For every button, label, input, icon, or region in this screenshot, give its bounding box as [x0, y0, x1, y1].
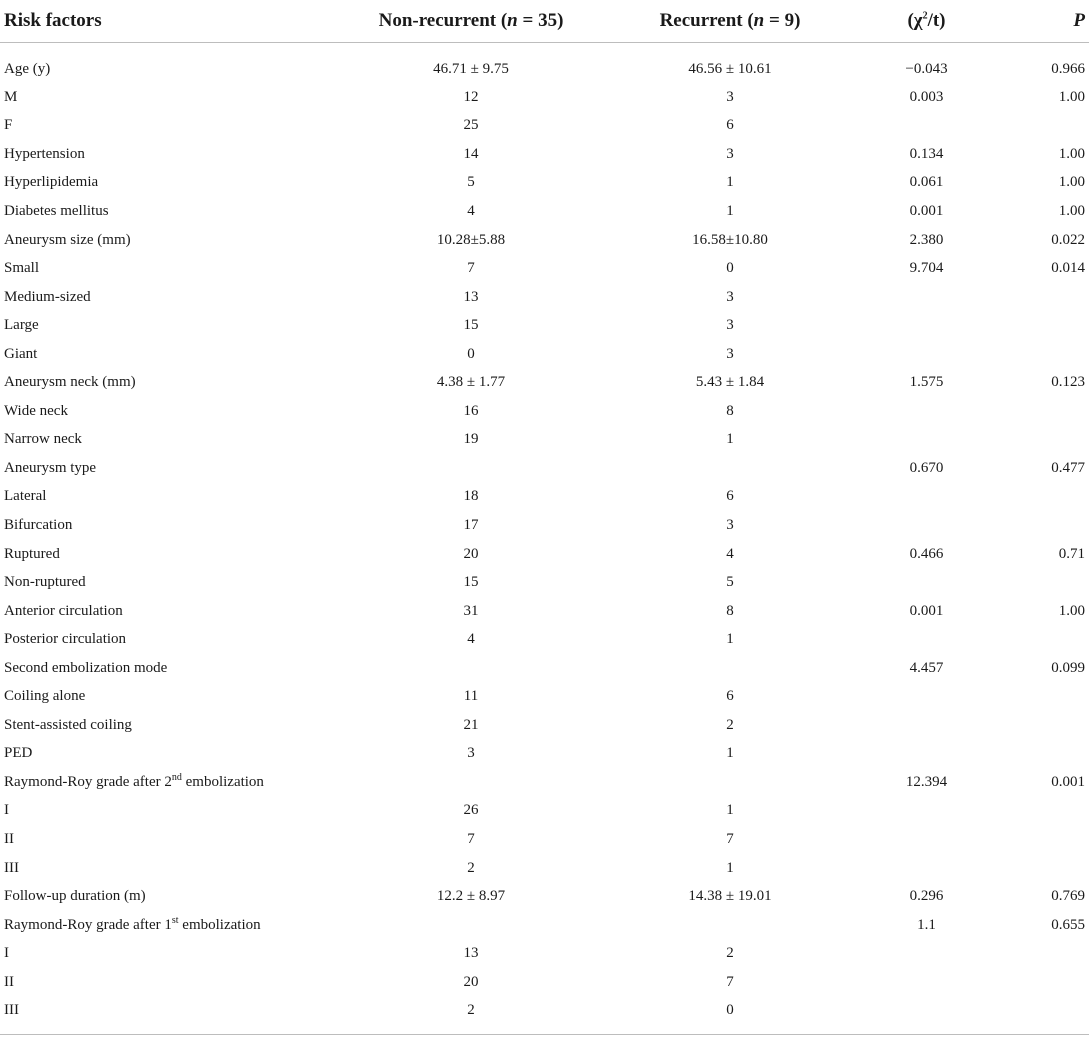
cell-statistic [864, 625, 989, 654]
cell-statistic [864, 797, 989, 826]
cell-non-recurrent: 7 [467, 260, 475, 277]
cell-risk-factor [0, 43, 346, 84]
cell-non-recurrent: 4 [467, 202, 475, 219]
table-row [0, 997, 1089, 1026]
table-row [0, 740, 1089, 769]
table-row [0, 368, 1089, 397]
cell-recurrent: 1 [726, 202, 734, 219]
cell-non-recurrent: 20 [463, 973, 479, 990]
cell-statistic: 4.457 [909, 659, 944, 676]
risk-factor-text: Coiling alone [4, 688, 86, 705]
cell-risk-factor [0, 340, 346, 369]
cell-statistic [864, 340, 989, 369]
cell-non-recurrent: 26 [463, 802, 479, 819]
cell-risk-factor [0, 625, 346, 654]
cell-non-recurrent: 7 [467, 830, 475, 847]
cell-risk-factor [0, 768, 346, 797]
header-recurrent [596, 0, 864, 43]
header-non-recurrent-count: = 35) [517, 10, 564, 31]
cell-risk-factor [0, 397, 346, 426]
cell-p-value [989, 568, 1089, 597]
cell-non-recurrent: 16 [463, 402, 479, 419]
cell-risk-factor [0, 654, 346, 683]
cell-non-recurrent [346, 768, 596, 797]
cell-p-value [989, 625, 1089, 654]
table-row [0, 340, 1089, 369]
cell-risk-factor [0, 540, 346, 569]
cell-non-recurrent: 5 [467, 174, 475, 191]
risk-factor-text: Aneurysm neck (mm) [4, 374, 136, 391]
risk-factor-text: Aneurysm type [4, 459, 97, 476]
cell-statistic [864, 854, 989, 883]
cell-statistic: 0.670 [909, 459, 944, 476]
header-non-recurrent [346, 0, 596, 43]
risk-factor-text: II [4, 973, 14, 990]
cell-non-recurrent: 19 [463, 431, 479, 448]
cell-p-value: 0.477 [1051, 459, 1085, 476]
table-row [0, 568, 1089, 597]
cell-p-value: 0.001 [1051, 773, 1085, 790]
cell-statistic [864, 682, 989, 711]
cell-statistic: 1.575 [909, 374, 944, 391]
cell-p-value [989, 340, 1089, 369]
table-row [0, 625, 1089, 654]
cell-recurrent: 4 [726, 545, 734, 562]
table-row [0, 197, 1089, 226]
table-row [0, 254, 1089, 283]
risk-factor-text: III [4, 859, 19, 876]
cell-statistic: 9.704 [909, 260, 944, 277]
cell-risk-factor [0, 112, 346, 141]
risk-factor-text: Stent-assisted coiling [4, 716, 132, 733]
cell-non-recurrent: 17 [463, 516, 479, 533]
cell-statistic [864, 968, 989, 997]
cell-recurrent: 6 [726, 488, 734, 505]
cell-recurrent: 3 [726, 345, 734, 362]
table-row [0, 939, 1089, 968]
risk-factor-text: PED [4, 745, 33, 762]
header-non-recurrent-n: n [507, 10, 518, 31]
risk-factor-text: Second embolization mode [4, 659, 168, 676]
cell-statistic [864, 511, 989, 540]
table-row [0, 711, 1089, 740]
table-row [0, 83, 1089, 112]
risk-factor-text: Raymond-Roy grade after 1 [4, 916, 172, 933]
cell-recurrent: 0 [726, 260, 734, 277]
cell-statistic [864, 112, 989, 141]
risk-factor-text: Anterior circulation [4, 602, 123, 619]
table-row [0, 825, 1089, 854]
header-recurrent-n: n [753, 10, 765, 31]
table-row [0, 311, 1089, 340]
table-row [0, 768, 1089, 797]
table-row [0, 654, 1089, 683]
cell-recurrent: 5 [726, 574, 734, 591]
cell-statistic [864, 568, 989, 597]
cell-statistic: 0.001 [909, 202, 944, 219]
cell-risk-factor [0, 426, 346, 455]
cell-statistic [864, 997, 989, 1026]
table-row [0, 226, 1089, 255]
cell-risk-factor [0, 711, 346, 740]
table-row [0, 426, 1089, 455]
cell-recurrent: 6 [726, 688, 734, 705]
cell-statistic: 12.394 [905, 773, 948, 790]
table-row [0, 169, 1089, 198]
header-p-value: P [989, 0, 1089, 43]
cell-risk-factor [0, 854, 346, 883]
cell-recurrent: 14.38 ± 19.01 [688, 888, 772, 905]
table-row [0, 540, 1089, 569]
cell-statistic: 0.134 [909, 145, 944, 162]
risk-factor-text: I [4, 802, 9, 819]
cell-p-value [989, 740, 1089, 769]
cell-risk-factor [0, 882, 346, 911]
cell-p-value [989, 968, 1089, 997]
cell-risk-factor [0, 483, 346, 512]
cell-risk-factor [0, 597, 346, 626]
table-row [0, 454, 1089, 483]
risk-factor-text: Age (y) [4, 60, 51, 77]
cell-risk-factor [0, 197, 346, 226]
risk-factor-text: Diabetes mellitus [4, 202, 109, 219]
cell-non-recurrent: 2 [467, 1002, 475, 1019]
cell-recurrent: 1 [726, 631, 734, 648]
cell-statistic: −0.043 [905, 60, 948, 77]
cell-recurrent: 1 [726, 802, 734, 819]
table-row [0, 483, 1089, 512]
table-row [0, 882, 1089, 911]
cell-p-value [989, 511, 1089, 540]
risk-factor-text: Medium-sized [4, 288, 91, 305]
cell-risk-factor [0, 368, 346, 397]
cell-recurrent: 1 [726, 859, 734, 876]
risk-factor-text: Follow-up duration (m) [4, 888, 146, 905]
cell-risk-factor [0, 997, 346, 1026]
risk-factor-text: I [4, 945, 9, 962]
table-header [0, 0, 1089, 43]
risk-factor-ordinal: nd [171, 771, 182, 783]
cell-risk-factor [0, 825, 346, 854]
cell-p-value: 0.71 [1058, 545, 1085, 562]
cell-p-value: 0.123 [1051, 374, 1085, 391]
table-row [0, 854, 1089, 883]
cell-p-value [989, 311, 1089, 340]
cell-non-recurrent: 3 [467, 745, 475, 762]
table-row [0, 43, 1089, 84]
cell-p-value: 0.022 [1051, 231, 1085, 248]
cell-statistic: 1.1 [917, 916, 936, 933]
table-row [0, 511, 1089, 540]
cell-recurrent: 1 [726, 431, 734, 448]
header-statistic [864, 0, 989, 43]
risk-factor-text: Wide neck [4, 402, 68, 419]
cell-p-value: 1.00 [1058, 145, 1085, 162]
cell-recurrent: 8 [726, 402, 734, 419]
cell-statistic: 0.061 [909, 174, 944, 191]
cell-non-recurrent: 18 [463, 488, 479, 505]
table-row [0, 597, 1089, 626]
cell-non-recurrent: 13 [463, 945, 479, 962]
cell-statistic [864, 711, 989, 740]
risk-factor-text: III [4, 1002, 19, 1019]
cell-risk-factor [0, 511, 346, 540]
risk-factor-text: Small [4, 260, 40, 277]
cell-non-recurrent: 12.2 ± 8.97 [436, 888, 506, 905]
cell-statistic: 0.466 [909, 545, 944, 562]
cell-recurrent [596, 654, 864, 683]
cell-non-recurrent: 15 [463, 574, 479, 591]
cell-statistic: 2.380 [909, 231, 944, 248]
cell-statistic [864, 283, 989, 312]
risk-factor-text: Lateral [4, 488, 47, 505]
header-risk-factors: Risk factors [0, 0, 346, 43]
cell-non-recurrent: 10.28±5.88 [436, 231, 506, 248]
table-row [0, 140, 1089, 169]
cell-recurrent: 2 [726, 716, 734, 733]
cell-p-value [989, 797, 1089, 826]
cell-risk-factor [0, 283, 346, 312]
cell-p-value [989, 426, 1089, 455]
cell-non-recurrent: 46.71 ± 9.75 [433, 60, 509, 77]
cell-recurrent: 6 [726, 117, 734, 134]
cell-non-recurrent: 12 [463, 88, 479, 105]
risk-factor-ordinal: st [171, 914, 179, 926]
cell-p-value [989, 112, 1089, 141]
cell-p-value: 1.00 [1058, 202, 1085, 219]
cell-non-recurrent: 0 [467, 345, 475, 362]
risk-factor-text: Posterior circulation [4, 631, 127, 648]
risk-factor-text: Narrow neck [4, 431, 82, 448]
cell-p-value [989, 825, 1089, 854]
cell-statistic [864, 426, 989, 455]
cell-risk-factor [0, 254, 346, 283]
cell-p-value [989, 997, 1089, 1026]
cell-non-recurrent [346, 911, 596, 940]
cell-non-recurrent: 13 [463, 288, 479, 305]
cell-non-recurrent [346, 654, 596, 683]
cell-risk-factor [0, 911, 346, 940]
risk-factor-text: M [4, 88, 18, 105]
cell-recurrent: 3 [726, 317, 734, 334]
cell-recurrent: 0 [726, 1002, 734, 1019]
table-row [0, 283, 1089, 312]
cell-recurrent: 16.58±10.80 [692, 231, 768, 248]
cell-p-value [989, 483, 1089, 512]
header-recurrent-label: Recurrent ( [659, 10, 754, 31]
cell-statistic [864, 311, 989, 340]
risk-factor-tail: embolization [181, 773, 264, 790]
cell-risk-factor [0, 140, 346, 169]
risk-factor-text: Raymond-Roy grade after 2 [4, 773, 172, 790]
table-row [0, 682, 1089, 711]
cell-non-recurrent: 31 [463, 602, 479, 619]
cell-risk-factor [0, 169, 346, 198]
cell-risk-factor [0, 311, 346, 340]
risk-factor-text: Ruptured [4, 545, 60, 562]
risk-factor-text: Aneurysm size (mm) [4, 231, 131, 248]
cell-p-value: 1.00 [1058, 602, 1085, 619]
cell-recurrent: 8 [726, 602, 734, 619]
cell-risk-factor [0, 939, 346, 968]
cell-p-value [989, 711, 1089, 740]
cell-recurrent: 5.43 ± 1.84 [695, 374, 765, 391]
cell-recurrent: 7 [726, 973, 734, 990]
cell-p-value [989, 854, 1089, 883]
cell-p-value: 1.00 [1058, 88, 1085, 105]
cell-p-value: 0.966 [1051, 60, 1085, 77]
table-row [0, 968, 1089, 997]
cell-risk-factor [0, 740, 346, 769]
cell-p-value: 0.099 [1051, 659, 1085, 676]
cell-statistic [864, 483, 989, 512]
cell-non-recurrent [346, 454, 596, 483]
cell-recurrent: 1 [726, 174, 734, 191]
cell-recurrent: 1 [726, 745, 734, 762]
cell-statistic: 0.001 [909, 602, 944, 619]
cell-risk-factor [0, 226, 346, 255]
cell-recurrent: 2 [726, 945, 734, 962]
cell-p-value: 0.655 [1051, 916, 1085, 933]
header-row [0, 0, 1089, 43]
cell-risk-factor [0, 83, 346, 112]
header-statistic-sup: 2 [922, 10, 928, 22]
table-row [0, 397, 1089, 426]
risk-factor-text: Non-ruptured [4, 574, 86, 591]
cell-statistic [864, 825, 989, 854]
table-bottom-rule [0, 1034, 1089, 1035]
cell-risk-factor [0, 797, 346, 826]
cell-non-recurrent: 25 [463, 117, 479, 134]
cell-non-recurrent: 11 [463, 688, 479, 705]
header-statistic-close: /t) [927, 10, 946, 31]
cell-p-value: 0.769 [1051, 888, 1085, 905]
header-non-recurrent-label: Non-recurrent ( [378, 10, 508, 31]
cell-p-value [989, 283, 1089, 312]
risk-factor-text: Hyperlipidemia [4, 174, 99, 191]
cell-risk-factor [0, 568, 346, 597]
cell-recurrent: 3 [726, 88, 734, 105]
cell-recurrent [596, 911, 864, 940]
cell-non-recurrent: 14 [463, 145, 479, 162]
header-statistic-open: (χ [907, 10, 923, 31]
table-row [0, 112, 1089, 141]
cell-risk-factor [0, 454, 346, 483]
cell-statistic [864, 397, 989, 426]
cell-recurrent [596, 768, 864, 797]
cell-non-recurrent: 2 [467, 859, 475, 876]
cell-non-recurrent: 4 [467, 631, 475, 648]
table-body [0, 43, 1089, 1026]
table-row [0, 911, 1089, 940]
cell-p-value [989, 939, 1089, 968]
cell-statistic: 0.296 [909, 888, 944, 905]
risk-factor-text: Large [4, 317, 39, 334]
risk-factor-text: Hypertension [4, 145, 85, 162]
cell-non-recurrent: 4.38 ± 1.77 [436, 374, 506, 391]
cell-statistic [864, 740, 989, 769]
risk-factor-text: F [4, 117, 13, 134]
cell-p-value [989, 682, 1089, 711]
table-row [0, 797, 1089, 826]
risk-factor-text: Bifurcation [4, 516, 73, 533]
cell-p-value [989, 397, 1089, 426]
cell-recurrent [596, 454, 864, 483]
cell-non-recurrent: 20 [463, 545, 479, 562]
header-recurrent-count: = 9) [764, 10, 801, 31]
cell-recurrent: 46.56 ± 10.61 [688, 60, 772, 77]
cell-recurrent: 3 [726, 145, 734, 162]
cell-recurrent: 7 [726, 830, 734, 847]
cell-p-value: 0.014 [1051, 260, 1085, 277]
cell-p-value: 1.00 [1058, 174, 1085, 191]
cell-statistic [864, 939, 989, 968]
cell-non-recurrent: 15 [463, 317, 479, 334]
risk-factor-text: II [4, 830, 14, 847]
cell-non-recurrent: 21 [463, 716, 479, 733]
cell-recurrent: 3 [726, 516, 734, 533]
cell-recurrent: 3 [726, 288, 734, 305]
cell-statistic: 0.003 [909, 88, 944, 105]
cell-risk-factor [0, 968, 346, 997]
risk-factor-tail: embolization [178, 916, 261, 933]
risk-factor-text: Giant [4, 345, 38, 362]
cell-risk-factor [0, 682, 346, 711]
